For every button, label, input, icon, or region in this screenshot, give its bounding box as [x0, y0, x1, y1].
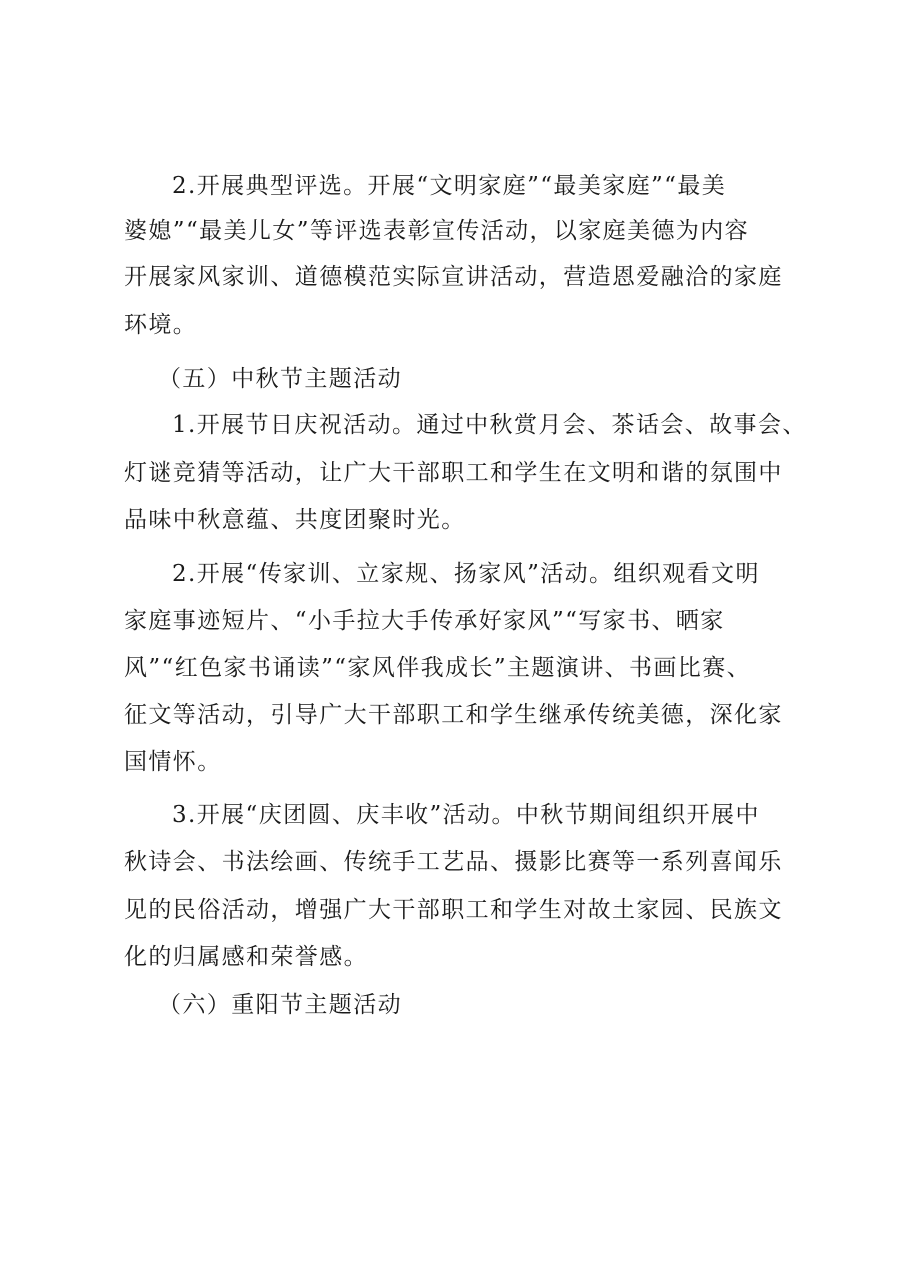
text-line: 家庭事迹短片、“小手拉大手传承好家风”“写家书、晒家 — [124, 608, 725, 634]
section-heading: （五）中秋节主题活动 — [158, 366, 402, 392]
text-line: 征文等活动，引导广大干部职工和学生继承传统美德，深化家 — [124, 702, 783, 728]
text-line: 灯谜竞猜等活动，让广大干部职工和学生在文明和谐的氛围中 — [124, 460, 783, 486]
text-line: 开展家风家训、道德模范实际宣讲活动，营造恩爱融洽的家庭 — [124, 264, 783, 290]
text-line: 2.开展“传家训、立家规、扬家风”活动。组织观看文明 — [172, 561, 760, 587]
text-line: 见的民俗活动，增强广大干部职工和学生对故土家园、民族文 — [124, 897, 783, 923]
text-line: 秋诗会、书法绘画、传统手工艺品、摄影比赛等一系列喜闻乐 — [124, 849, 783, 875]
text-line: 1.开展节日庆祝活动。通过中秋赏月会、茶话会、故事会、 — [172, 412, 807, 438]
text-line: 3.开展“庆团圆、庆丰收”活动。中秋节期间组织开展中 — [172, 802, 760, 828]
text-line: 化的归属感和荣誉感。 — [124, 944, 368, 970]
text-line: 环境。 — [124, 312, 198, 338]
text-line: 2.开展典型评选。开展“文明家庭”“最美家庭”“最美 — [172, 173, 727, 199]
section-heading: （六）重阳节主题活动 — [158, 992, 402, 1018]
text-line: 风”“红色家书诵读”“家风伴我成长”主题演讲、书画比赛、 — [124, 655, 751, 681]
text-line: 婆媳”“最美儿女”等评选表彰宣传活动，以家庭美德为内容 — [124, 218, 750, 244]
text-line: 国情怀。 — [124, 749, 222, 775]
text-line: 品味中秋意蕴、共度团聚时光。 — [124, 507, 466, 533]
